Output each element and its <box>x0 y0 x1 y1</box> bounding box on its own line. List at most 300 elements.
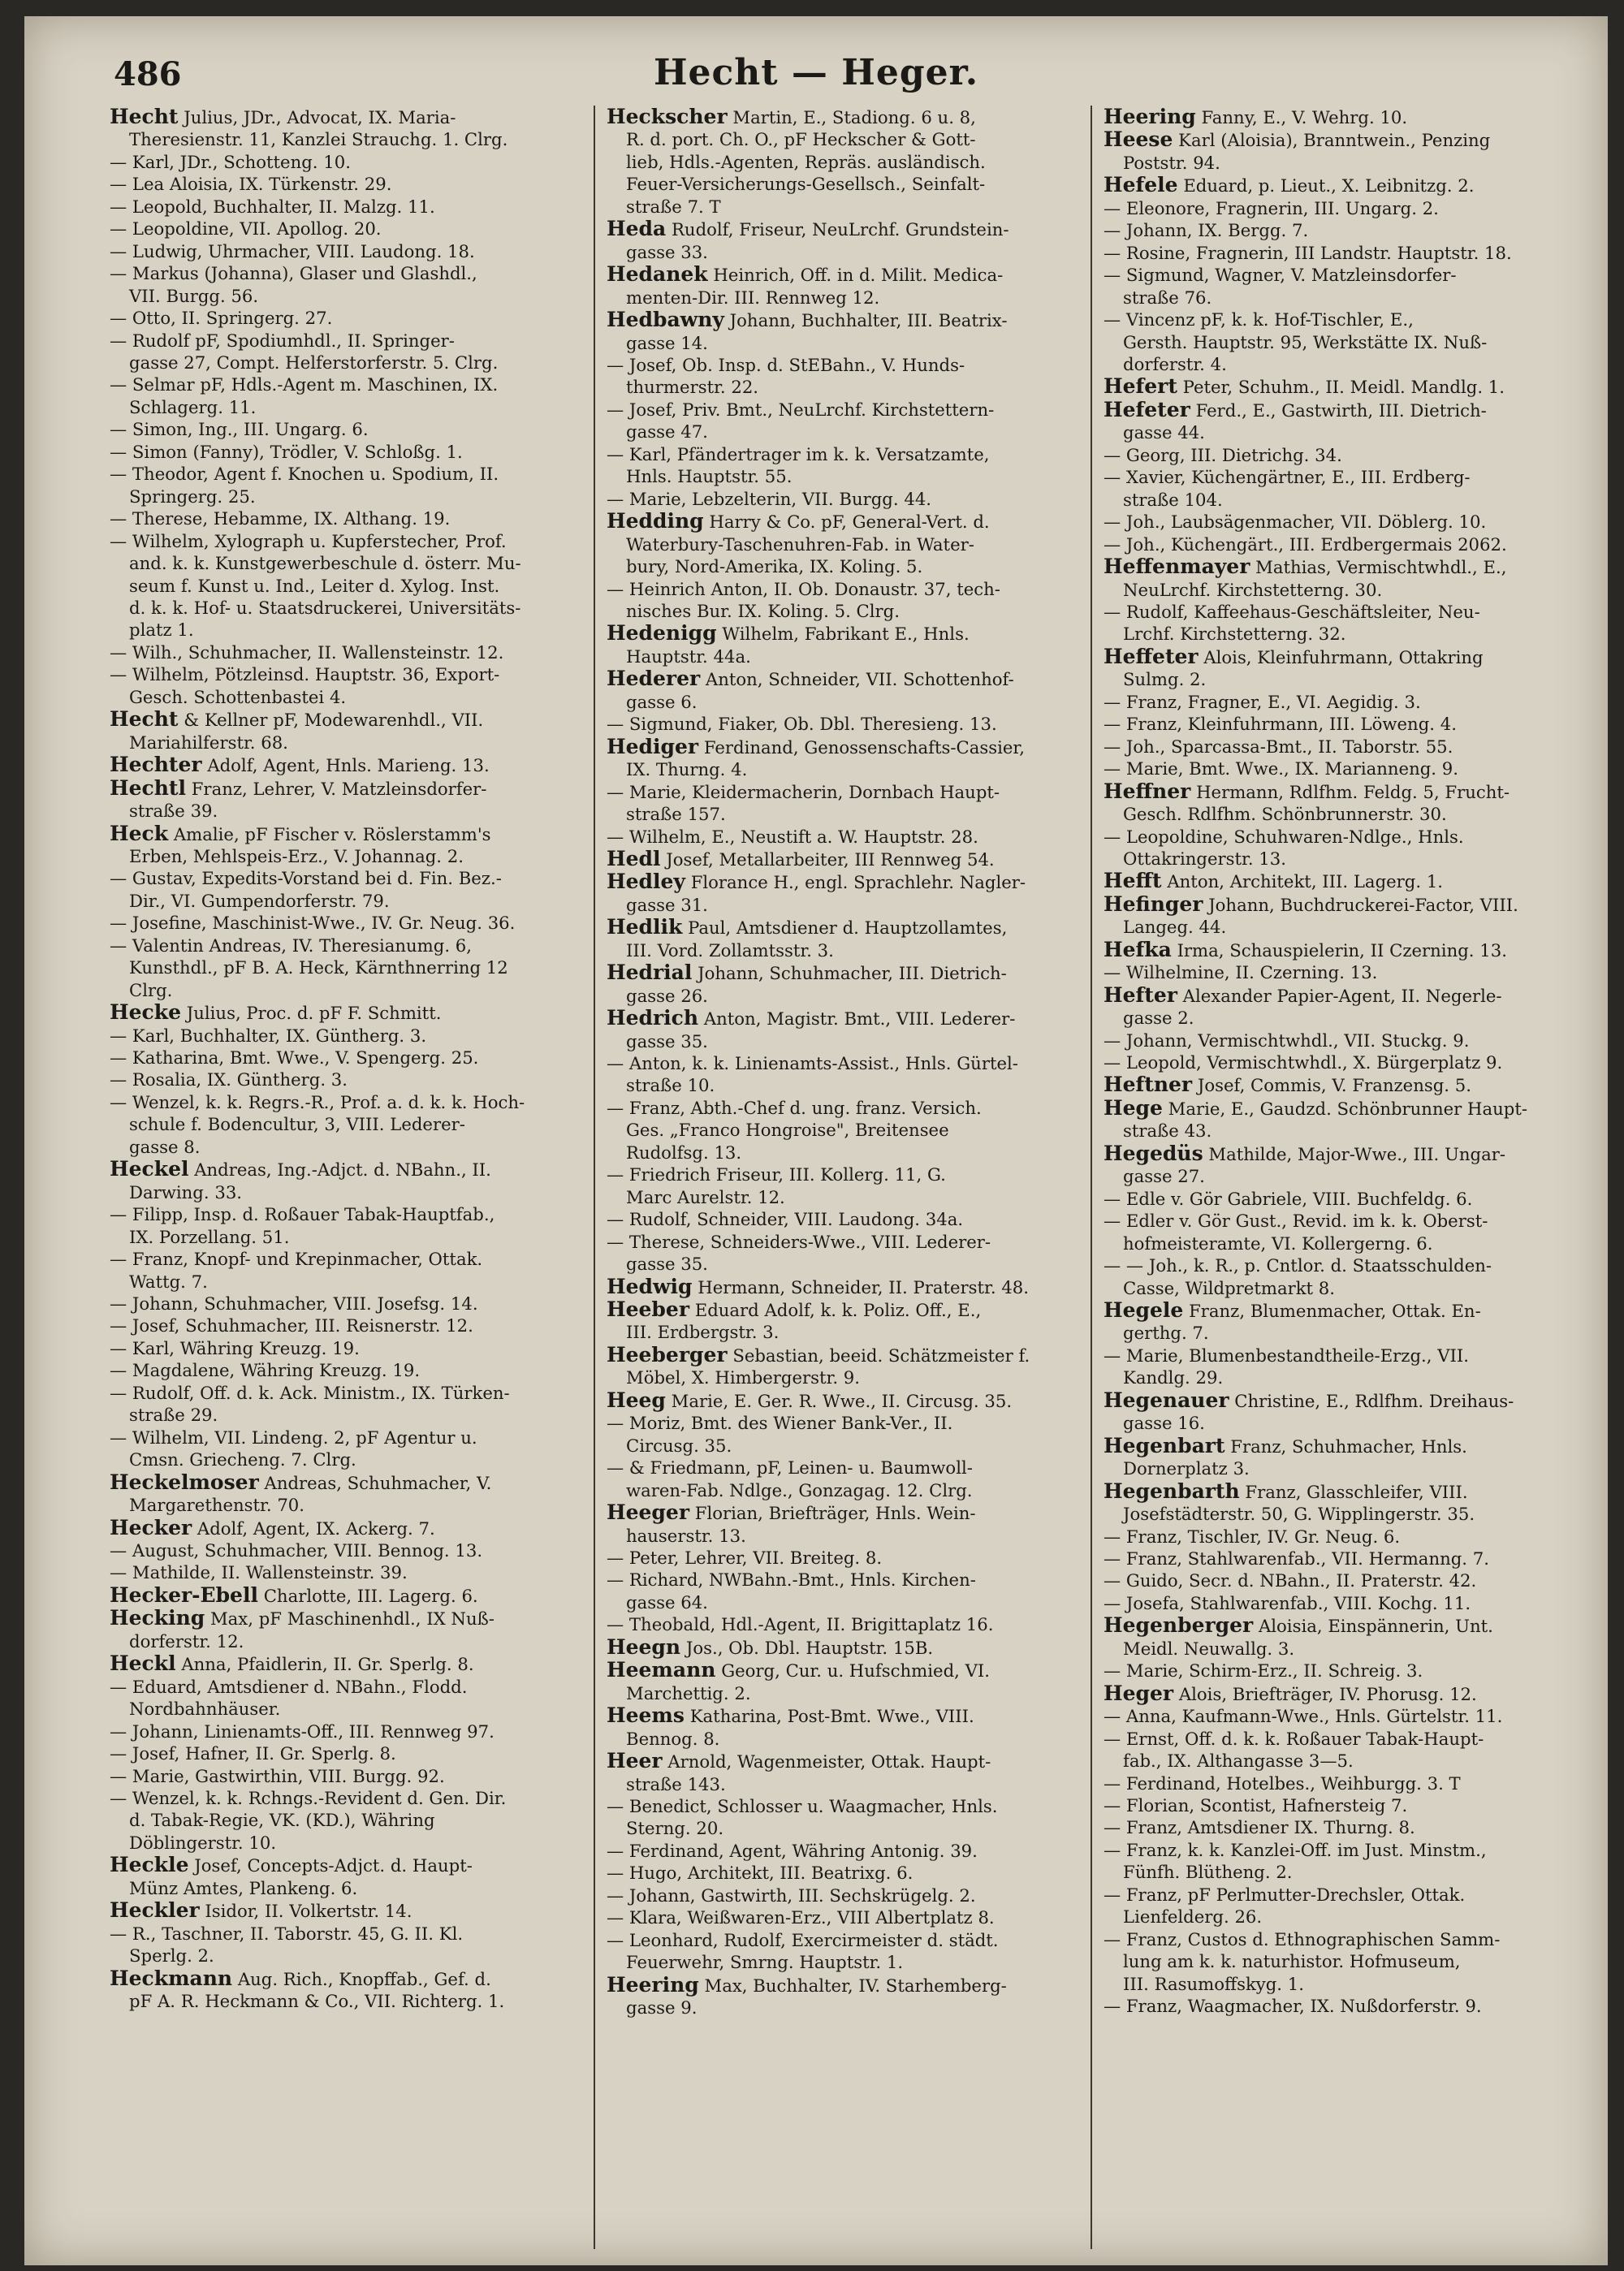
column-middle <box>607 106 1076 2249</box>
entry-text: Eduard Adolf, k. k. Poliz. Off., E., <box>694 1300 982 1321</box>
entry-line <box>607 622 1076 645</box>
entry-text: IX. Porzellang. 51. <box>129 1226 290 1247</box>
entry-line <box>110 912 579 934</box>
directory-entry <box>607 1659 1076 1704</box>
entry-line <box>1104 1995 1573 2017</box>
entry-text: platz 1. <box>129 620 194 641</box>
entry-text: Gesch. Schottenbastei 4. <box>129 686 347 707</box>
entry-line <box>607 1974 1076 1997</box>
entry-text: — Josef, Ob. Insp. d. StEBahn., V. Hunds- <box>607 354 965 375</box>
entry-line <box>1104 668 1573 690</box>
directory-entry <box>110 1854 579 1899</box>
entry-line <box>1104 848 1573 870</box>
entry-line <box>607 332 1076 354</box>
directory-entry <box>607 399 1076 443</box>
entry-text: Johann, Schuhmacher, III. Dietrich- <box>698 963 1007 984</box>
entry-text: gasse 35. <box>626 1254 708 1275</box>
entry-line <box>607 1186 1076 1208</box>
entry-surname: Heeg <box>607 1388 666 1412</box>
entry-surname: Hefele <box>1104 174 1178 197</box>
page-number: 486 <box>114 55 182 93</box>
entry-line <box>1104 1928 1573 1950</box>
entry-line <box>1104 444 1573 466</box>
column-divider <box>1091 106 1092 2249</box>
directory-entry <box>110 418 579 440</box>
entry-line <box>607 533 1076 555</box>
directory-entry <box>110 1025 579 1047</box>
entry-line <box>110 935 579 956</box>
entry-line <box>110 1315 579 1336</box>
entry-text: Johann, Buchhalter, III. Beatrix- <box>729 310 1008 331</box>
entry-line <box>110 1945 579 1967</box>
entry-line <box>110 1967 579 1990</box>
entry-line <box>110 530 579 552</box>
entry-text: — Peter, Lehrer, VII. Breiteg. 8. <box>607 1548 883 1568</box>
entry-line <box>1104 1142 1573 1165</box>
entry-line <box>110 1765 579 1787</box>
entry-text: Peter, Schuhm., II. Meidl. Mandlg. 1. <box>1182 377 1505 398</box>
directory-entry <box>1104 1995 1573 2017</box>
entry-text: — Markus (Johanna), Glaser und Glashdl., <box>110 263 477 284</box>
entry-line <box>110 1226 579 1248</box>
entry-text: — Johann, Schuhmacher, VIII. Josefsg. 14. <box>110 1293 478 1315</box>
entry-surname: Hegele <box>1104 1299 1184 1323</box>
entry-line <box>1104 984 1573 1007</box>
entry-surname: Heering <box>1104 106 1196 128</box>
entry-line <box>110 1698 579 1720</box>
entry-text: Josefstädterstr. 50, G. Wipplingerstr. 35. <box>1123 1504 1475 1525</box>
directory-entry <box>110 1676 579 1721</box>
entry-text: Lrchf. Kirchstetterng. 32. <box>1123 624 1346 645</box>
entry-text: Dornerplatz 3. <box>1123 1458 1250 1479</box>
entry-line <box>607 1457 1076 1479</box>
directory-entry <box>607 510 1076 577</box>
entry-line <box>1104 511 1573 533</box>
entry-text: Heinrich, Off. in d. Milit. Medica- <box>713 265 1004 286</box>
entry-line <box>1104 353 1573 375</box>
entry-line <box>607 1704 1076 1727</box>
entry-text: — Mathilde, II. Wallensteinstr. 39. <box>110 1562 408 1583</box>
entry-line <box>607 1862 1076 1884</box>
entry-text: Harry & Co. pF, General-Vert. d. <box>709 512 990 533</box>
entry-line <box>110 1561 579 1583</box>
entry-text: Marc Aurelstr. 12. <box>626 1186 785 1207</box>
directory-entry <box>607 667 1076 713</box>
directory-entry <box>607 1097 1076 1164</box>
entry-text: — Ferdinand, Hotelbes., Weihburgg. 3. T <box>1104 1772 1461 1794</box>
entry-line <box>110 1359 579 1381</box>
entry-line <box>607 758 1076 780</box>
entry-line <box>110 196 579 218</box>
entry-text: III. Erdbergstr. 3. <box>626 1322 780 1343</box>
entry-surname: Hederer <box>607 667 701 691</box>
entry-text: straße 143. <box>626 1773 726 1794</box>
entry-text: — Franz, pF Perlmutter-Drechsler, Ottak. <box>1104 1884 1466 1905</box>
entry-text: Johann, Buchdruckerei-Factor, VIII. <box>1208 894 1518 915</box>
directory-entry <box>607 309 1076 354</box>
entry-line <box>1104 1007 1573 1029</box>
entry-text: Martin, E., Stadiong. 6 u. 8, <box>732 107 976 127</box>
directory-entry <box>1104 1435 1573 1480</box>
entry-text: gasse 33. <box>626 241 708 262</box>
entry-text: III. Vord. Zollamtsstr. 3. <box>626 939 834 961</box>
entry-text: — & Friedmann, pF, Leinen- u. Baumwoll- <box>607 1457 973 1479</box>
entry-line <box>110 285 579 307</box>
entry-text: gerthg. 7. <box>1123 1323 1209 1344</box>
entry-surname: Heckel <box>110 1158 189 1181</box>
entry-text: gasse 27, Compt. Helferstorferstr. 5. Clrg. <box>129 352 499 373</box>
directory-entry <box>607 1412 1076 1457</box>
entry-surname: Heckl <box>110 1652 176 1676</box>
entry-surname: Hedlik <box>607 916 683 939</box>
entry-text: — Josefine, Maschinist-Wwe., IV. Gr. Neug. 36. <box>110 913 516 934</box>
entry-surname: Hegenauer <box>1104 1388 1229 1412</box>
entry-line <box>607 1613 1076 1635</box>
running-head: Hecht — Heger. <box>653 52 979 93</box>
entry-line <box>110 732 579 753</box>
entry-text: — Hugo, Architekt, III. Beatrixg. 6. <box>607 1863 914 1884</box>
entry-text: — Josef, Schuhmacher, III. Reisnerstr. 12. <box>110 1315 473 1336</box>
entry-text: Andreas, Ing.-Adjct. d. NBahn., II. <box>194 1159 491 1181</box>
entry-line <box>607 1231 1076 1253</box>
entry-text: — Marie, Bmt. Wwe., IX. Marianneng. 9. <box>1104 758 1458 779</box>
entry-text: hofmeisteramte, VI. Kollergerng. 6. <box>1123 1233 1433 1254</box>
directory-entry <box>110 708 579 753</box>
directory-entry <box>1104 1389 1573 1435</box>
entry-line <box>607 870 1076 893</box>
entry-line <box>607 1750 1076 1772</box>
entry-text: Florance H., engl. Sprachlehr. Nagler- <box>690 872 1026 893</box>
directory-entry <box>1104 511 1573 533</box>
entry-surname: Heckmann <box>110 1967 233 1990</box>
entry-line <box>110 1382 579 1404</box>
entry-line <box>1104 1569 1573 1591</box>
entry-line <box>607 1728 1076 1750</box>
directory-entry <box>607 848 1076 870</box>
entry-line <box>607 1479 1076 1501</box>
entry-line <box>607 1052 1076 1074</box>
entry-text: gasse 26. <box>626 985 708 1006</box>
directory-entry <box>110 1561 579 1583</box>
directory-entry <box>1104 1569 1573 1591</box>
entry-line <box>607 1569 1076 1591</box>
directory-entry <box>110 463 579 507</box>
entry-line <box>1104 1682 1573 1705</box>
entry-line <box>110 173 579 195</box>
entry-line <box>607 1682 1076 1704</box>
entry-line <box>607 1412 1076 1434</box>
entry-text: Aug. Rich., Knopffab., Gef. d. <box>237 1968 491 1989</box>
directory-entry <box>1104 1142 1573 1188</box>
entry-line <box>110 867 579 889</box>
entry-text: Fanny, E., V. Wehrg. 10. <box>1201 107 1408 127</box>
entry-line <box>607 1253 1076 1275</box>
entry-text: Gersth. Hauptstr. 95, Werkstätte IX. Nuß- <box>1123 331 1488 352</box>
entry-text: Franz, Glasschleifer, VIII. <box>1245 1481 1468 1502</box>
directory-entry <box>110 1337 579 1359</box>
entry-line <box>110 418 579 440</box>
entry-surname: Hecht <box>110 106 179 128</box>
entry-line <box>607 1321 1076 1343</box>
directory-entry <box>110 1091 579 1158</box>
entry-line <box>607 803 1076 825</box>
entry-text: Cmsn. Griecheng. 7. Clrg. <box>129 1449 356 1470</box>
entry-line <box>1104 758 1573 779</box>
directory-entry <box>1104 601 1573 645</box>
entry-line <box>607 894 1076 916</box>
entry-line <box>1104 1051 1573 1073</box>
entry-surname: Heering <box>607 1973 699 1997</box>
entry-line <box>607 939 1076 961</box>
entry-text: Julius, JDr., Advocat, IX. Maria- <box>184 107 456 127</box>
entry-text: — Sigmund, Wagner, V. Matzleinsdorfer- <box>1104 265 1457 286</box>
entry-text: Andreas, Schuhmacher, V. <box>264 1472 492 1493</box>
entry-text: — Johann, Gastwirth, III. Sechskrügelg. 2. <box>607 1885 976 1906</box>
entry-line <box>1104 601 1573 623</box>
entry-line <box>110 1899 579 1922</box>
entry-line <box>1104 1816 1573 1838</box>
entry-line <box>607 1591 1076 1613</box>
entry-text: Erben, Mehlspeis-Erz., V. Johannag. 2. <box>129 845 464 866</box>
directory-entry <box>607 1501 1076 1547</box>
column-left <box>110 106 579 2249</box>
directory-entry <box>110 663 579 708</box>
entry-text: gasse 27. <box>1123 1166 1205 1187</box>
entry-text: Max, Buchhalter, IV. Starhemberg- <box>704 1975 1007 1996</box>
directory-entry <box>110 1158 579 1203</box>
entry-text: — Franz, Stahlwarenfab., VII. Hermanng. 7. <box>1104 1548 1489 1569</box>
entry-line <box>607 1164 1076 1185</box>
entry-text: Casse, Wildpretmarkt 8. <box>1123 1277 1336 1298</box>
directory-entry <box>607 622 1076 667</box>
directory-entry <box>1104 1480 1573 1526</box>
entry-text: Alexander Papier-Agent, II. Negerle- <box>1182 985 1502 1006</box>
entry-text: lung am k. k. naturhistor. Hofmuseum, <box>1123 1951 1461 1972</box>
entry-surname: Heftner <box>1104 1073 1193 1097</box>
entry-line <box>110 552 579 574</box>
entry-surname: Hefinger <box>1104 892 1203 916</box>
entry-text: — Franz, Custos d. Ethnographischen Samm- <box>1104 1928 1501 1949</box>
entry-surname: Hedrial <box>607 961 693 985</box>
entry-text: — Eduard, Amtsdiener d. NBahn., Flodd. <box>110 1676 468 1697</box>
directory-entry <box>110 1382 579 1427</box>
entry-line <box>607 465 1076 487</box>
entry-line <box>607 443 1076 465</box>
directory-entry <box>607 1298 1076 1344</box>
directory-entry <box>110 1967 579 2013</box>
entry-text: Isidor, II. Volkertstr. 14. <box>205 1901 412 1922</box>
directory-entry <box>607 1547 1076 1569</box>
entry-line <box>110 1271 579 1293</box>
entry-line <box>607 1501 1076 1524</box>
entry-line <box>110 1449 579 1470</box>
entry-text: straße 10. <box>626 1075 715 1096</box>
entry-line <box>607 1525 1076 1547</box>
entry-text: Adolf, Agent, IX. Ackerg. 7. <box>197 1518 435 1539</box>
directory-entry <box>1104 174 1573 196</box>
entry-line <box>1104 1412 1573 1434</box>
entry-surname: Hefeter <box>1104 398 1190 421</box>
entry-text: — Filipp, Insp. d. Roßauer Tabak-Hauptfab., <box>110 1204 495 1225</box>
directory-entry <box>607 870 1076 916</box>
entry-line <box>110 1404 579 1426</box>
entry-surname: Hegenberger <box>1104 1614 1254 1638</box>
entry-text: — Guido, Secr. d. NBahn., II. Praterstr. 42. <box>1104 1570 1477 1591</box>
entry-text: — Lea Aloisia, IX. Türkenstr. 29. <box>110 174 392 195</box>
directory-entry <box>607 1007 1076 1052</box>
entry-text: Georg, Cur. u. Hufschmied, VI. <box>721 1660 991 1682</box>
directory-entry <box>110 173 579 195</box>
entry-line <box>607 173 1076 195</box>
entry-text: — Wilh., Schuhmacher, II. Wallensteinstr. 12. <box>110 641 504 663</box>
entry-text: — Theodor, Agent f. Knochen u. Spodium, II. <box>110 464 499 485</box>
entry-text: lieb, Hdls.-Agenten, Repräs. ausländisch. <box>626 151 986 172</box>
entry-surname: Hegedüs <box>1104 1142 1203 1165</box>
directory-entry <box>607 1208 1076 1230</box>
entry-text: Eduard, p. Lieut., X. Leibnitzg. 2. <box>1183 175 1475 196</box>
entry-text: seum f. Kunst u. Ind., Leiter d. Xylog. Inst. <box>129 575 500 596</box>
directory-entry <box>1104 1728 1573 1772</box>
entry-text: Gesch. Rdlfhm. Schönbrunnerstr. 30. <box>1123 804 1447 825</box>
entry-surname: Hedwig <box>607 1275 693 1298</box>
entry-line <box>1104 1030 1573 1051</box>
entry-text: III. Rasumoffskyg. 1. <box>1123 1973 1304 1994</box>
entry-surname: Hecht <box>110 708 179 732</box>
entry-line <box>1104 1165 1573 1187</box>
entry-line <box>607 1636 1076 1659</box>
entry-line <box>110 641 579 663</box>
directory-entry <box>110 777 579 822</box>
directory-page <box>24 16 1608 2265</box>
entry-text: — Simon (Fanny), Trödler, V. Schloßg. 1. <box>110 441 463 462</box>
entry-line <box>110 151 579 173</box>
entry-text: — Ferdinand, Agent, Währing Antonig. 39. <box>607 1840 978 1861</box>
columns-area <box>110 106 1596 2249</box>
entry-text: Darwing. 33. <box>129 1181 243 1202</box>
entry-surname: Hedanek <box>607 263 708 287</box>
entry-text: — Selmar pF, Hdls.-Agent m. Maschinen, IX. <box>110 374 499 395</box>
entry-text: gasse 9. <box>626 1997 698 2018</box>
entry-line <box>1104 1073 1573 1096</box>
entry-line <box>607 1435 1076 1457</box>
entry-text: Max, pF Maschinenhdl., IX Nuß- <box>209 1608 495 1630</box>
entry-surname: Hedenigg <box>607 622 717 645</box>
directory-entry <box>110 1315 579 1336</box>
directory-entry <box>607 106 1076 218</box>
entry-text: Alois, Briefträger, IV. Phorusg. 12. <box>1178 1683 1477 1704</box>
entry-line <box>607 645 1076 667</box>
entry-line <box>110 1854 579 1876</box>
entry-line <box>110 1069 579 1090</box>
directory-entry <box>607 1344 1076 1389</box>
entry-text: schule f. Bodencultur, 3, VIII. Lederer- <box>129 1114 465 1135</box>
entry-text: dorferstr. 4. <box>1123 353 1227 374</box>
entry-surname: Hedding <box>607 510 704 533</box>
entry-surname: Heeber <box>607 1298 689 1322</box>
entry-surname: Hefft <box>1104 870 1162 893</box>
entry-line <box>110 1652 579 1675</box>
entry-line <box>110 845 579 867</box>
directory-entry <box>110 1359 579 1381</box>
entry-text: bury, Nord-Amerika, IX. Koling. 5. <box>626 556 923 577</box>
entry-line <box>110 441 579 463</box>
entry-text: — Theobald, Hdl.-Agent, II. Brigittaplatz 16. <box>607 1614 994 1635</box>
entry-text: — Richard, NWBahn.-Bmt., Hnls. Kirchen- <box>607 1569 976 1591</box>
entry-text: Irma, Schauspielerin, II Czerning. 13. <box>1177 939 1507 961</box>
entry-text: — Friedrich Friseur, III. Kollerg. 11, G. <box>607 1164 946 1185</box>
entry-text: — Josef, Hafner, II. Gr. Sperlg. 8. <box>110 1743 396 1764</box>
directory-entry <box>110 530 579 641</box>
entry-line <box>1104 1480 1573 1503</box>
directory-entry <box>110 1607 579 1652</box>
entry-surname: Hegenbarth <box>1104 1479 1240 1503</box>
entry-text: — Gustav, Expedits-Vorstand bei d. Fin. Bez.- <box>110 868 502 889</box>
entry-text: — Wenzel, k. k. Rchngs.-Revident d. Gen. Dir. <box>110 1787 507 1808</box>
entry-text: Alois, Kleinfuhrmann, Ottakring <box>1203 646 1484 667</box>
entry-text: — Joh., Sparcassa-Bmt., II. Taborstr. 55. <box>1104 736 1453 757</box>
entry-line <box>607 1366 1076 1388</box>
directory-entry <box>607 1569 1076 1613</box>
entry-line <box>1104 1772 1573 1794</box>
entry-line <box>1104 1638 1573 1660</box>
directory-entry <box>1104 1705 1573 1727</box>
entry-line <box>110 800 579 822</box>
directory-entry <box>1104 555 1573 601</box>
entry-line <box>1104 1345 1573 1366</box>
entry-line <box>110 575 579 597</box>
entry-line <box>607 555 1076 577</box>
entry-text: — Franz, Amtsdiener IX. Thurng. 8. <box>1104 1817 1415 1838</box>
directory-entry <box>1104 466 1573 511</box>
entry-text: Wilhelm, Fabrikant E., Hnls. <box>722 624 970 645</box>
entry-line <box>110 979 579 1001</box>
entry-line <box>110 1832 579 1854</box>
directory-entry <box>110 1293 579 1315</box>
entry-line <box>110 352 579 373</box>
entry-line <box>110 686 579 708</box>
entry-line <box>607 736 1076 758</box>
entry-text: Franz, Schuhmacher, Hnls. <box>1230 1436 1467 1457</box>
entry-line <box>607 1142 1076 1164</box>
entry-text: — Karl, Pfändertrager im k. k. Versatzamte, <box>607 443 990 464</box>
entry-line <box>110 1494 579 1516</box>
entry-text: d. k. k. Hof- u. Staatsdruckerei, Universitäts- <box>129 597 521 618</box>
entry-line <box>110 463 579 485</box>
directory-entry <box>110 151 579 173</box>
directory-entry <box>607 1052 1076 1097</box>
entry-text: thurmerstr. 22. <box>626 377 759 398</box>
entry-surname: Heffenmayer <box>1104 555 1250 579</box>
entry-line <box>110 1607 579 1630</box>
entry-text: — Marie, Blumenbestandtheile-Erzg., VII. <box>1104 1345 1470 1366</box>
directory-entry <box>1104 1772 1573 1794</box>
entry-text: Wattg. 7. <box>129 1271 208 1292</box>
directory-entry <box>1104 826 1573 870</box>
entry-text: — Therese, Schneiders-Wwe., VIII. Lederer- <box>607 1231 991 1252</box>
entry-surname: Hechter <box>110 753 202 777</box>
entry-line <box>110 1809 579 1831</box>
entry-text: Sulmg. 2. <box>1123 669 1207 690</box>
entry-text: — Johann, Vermischtwhdl., VII. Stuckg. 9. <box>1104 1030 1470 1051</box>
entry-line <box>110 1158 579 1181</box>
entry-text: Marie, E. Ger. R. Wwe., II. Circusg. 35. <box>671 1390 1013 1411</box>
entry-line <box>1104 1861 1573 1883</box>
directory-entry <box>607 1885 1076 1906</box>
entry-text: — Wenzel, k. k. Regrs.-R., Prof. a. d. k. k. Hoch- <box>110 1091 525 1112</box>
entry-line <box>110 106 579 128</box>
entry-text: gasse 8. <box>129 1136 201 1157</box>
entry-text: straße 76. <box>1123 287 1212 308</box>
